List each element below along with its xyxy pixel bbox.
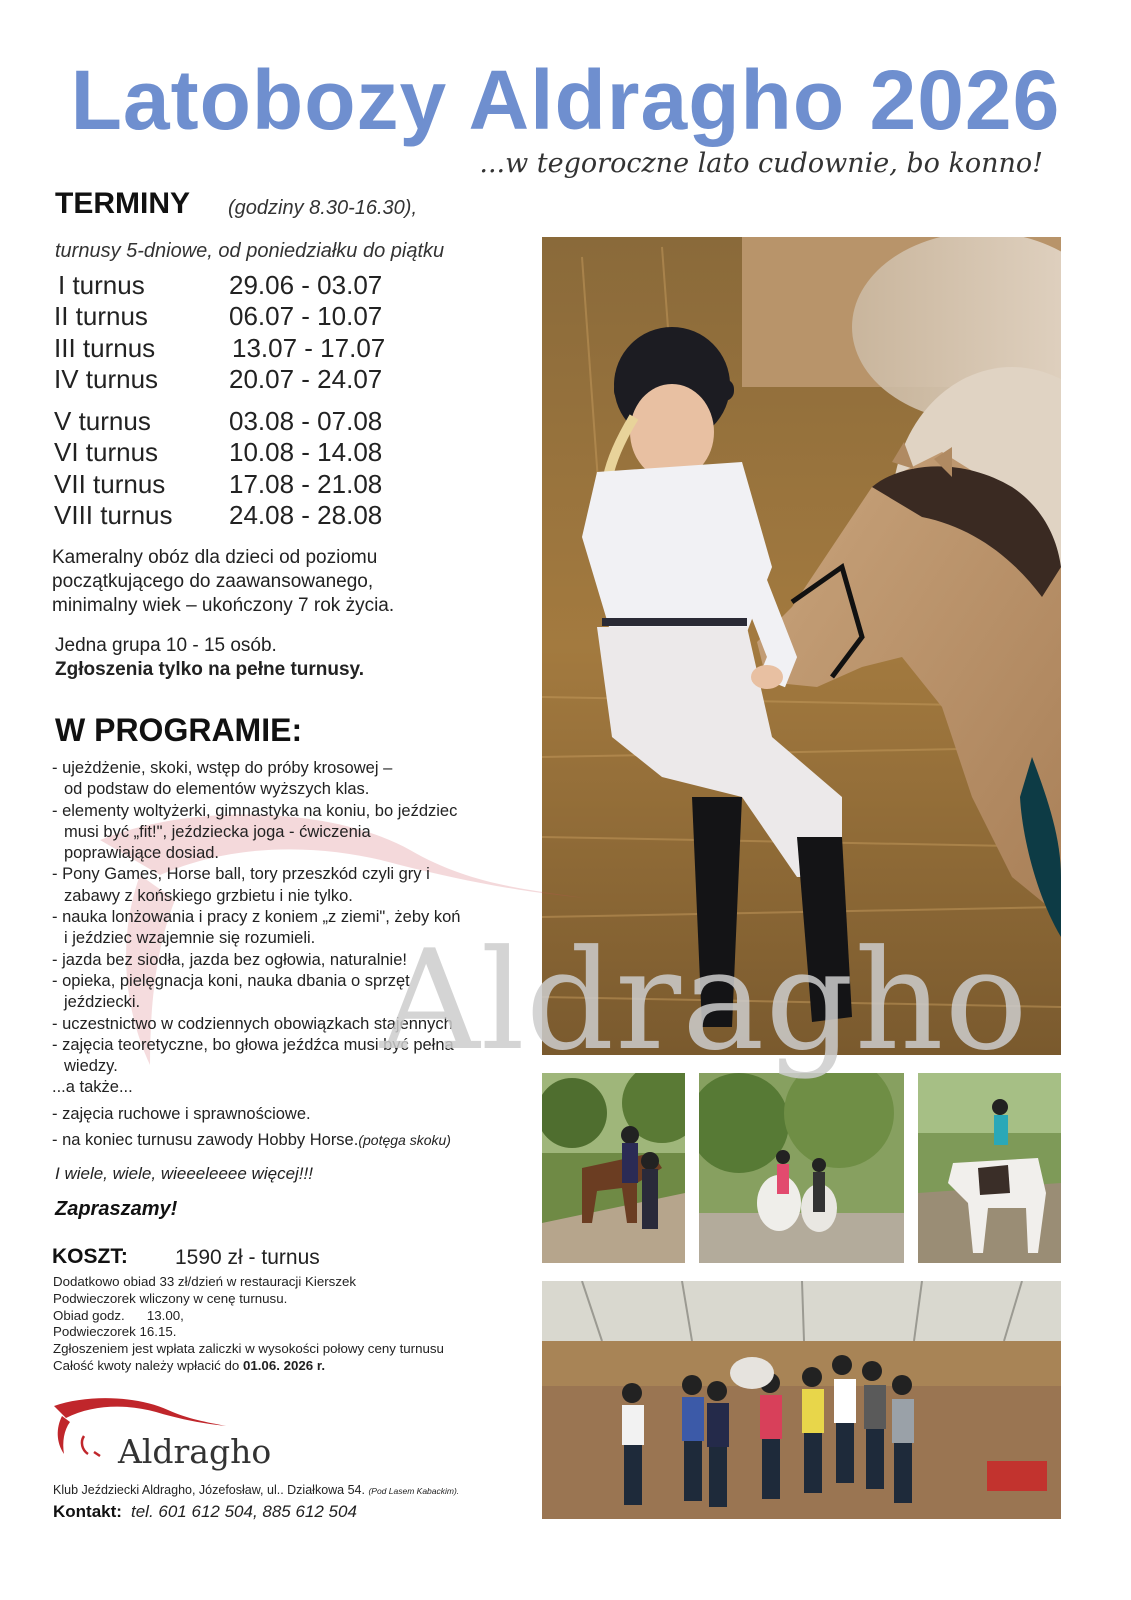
session-name: VII turnus — [54, 469, 166, 499]
program-line: - jazda bez siodła, jazda bez ogłowia, naturalnie! — [52, 950, 407, 969]
description-line: Kameralny obóz dla dzieci od poziomu — [52, 547, 378, 568]
camp-description — [52, 546, 492, 618]
session-dates: 03.08 - 07.08 — [229, 406, 383, 436]
program-line: od podstaw do elementów wyższych klas. — [64, 780, 370, 799]
contact-label: Kontakt: — [53, 1502, 122, 1521]
club-note: (Pod Lasem Kabackim). — [368, 1486, 460, 1496]
program-line: - elementy woltyżerki, gimnastyka na koniu, bo jeździec — [52, 801, 458, 820]
more-note: I wiele, wiele, wieeeleeee więcej!!! — [55, 1164, 313, 1183]
program-line: i jeździec wzajemnie się rozumieli. — [64, 929, 316, 948]
subtitle: ...w tegoroczne lato cudownie, bo konno! — [479, 148, 1043, 179]
program-line: - Pony Games, Horse ball, tory przeszkód czyli gry i — [52, 865, 430, 884]
program-line: - nauka lonżowania i pracy z koniem „z ziemi", żeby koń — [52, 908, 461, 927]
session-name: VIII turnus — [54, 500, 173, 530]
program-line: - zajęcia teoretyczne, bo głowa jeźdźca musi być pełna — [52, 1035, 454, 1054]
program-line: - uczestnictwo w codziennych obowiązkach stajennych — [52, 1014, 453, 1033]
terminy-hours: (godziny 8.30-16.30), — [228, 197, 418, 219]
club-address — [53, 1483, 459, 1497]
contact-phones: tel. 601 612 504, 885 612 504 — [131, 1502, 357, 1521]
deadline-date: 01.06. 2026 r. — [242, 1357, 326, 1373]
session-name: VI turnus — [54, 437, 159, 467]
session-dates: 10.08 - 14.08 — [229, 437, 383, 467]
terminy-note: turnusy 5-dniowe, od poniedziałku do piątku — [55, 240, 445, 262]
program-line: zabawy z końskiego grzbietu i nie tylko. — [64, 886, 353, 905]
program-last-note: (potęga skoku) — [358, 1132, 451, 1149]
session-dates: 24.08 - 28.08 — [229, 500, 383, 530]
program-line: jeździecki. — [64, 993, 141, 1012]
program-line: wiedzy. — [64, 1057, 118, 1076]
photo-child-on-pinto-pony — [918, 1073, 1061, 1263]
deadline-prefix: Całość kwoty należy wpłacić do — [53, 1357, 243, 1373]
program-line: ...a także... — [52, 1078, 133, 1097]
session-name: III turnus — [54, 333, 156, 363]
page-title: Latobozy Aldragho 2026 — [70, 53, 1061, 147]
program-line: poprawiające dosiad. — [64, 844, 220, 863]
cost-value: 1590 zł - turnus — [175, 1246, 320, 1269]
program-line: - zajęcia ruchowe i sprawnościowe. — [52, 1104, 311, 1123]
session-name: I turnus — [58, 270, 145, 300]
description-line: minimalny wiek – ukończony 7 rok życia. — [52, 595, 395, 616]
cost-line: Dodatkowo obiad 33 zł/dzień w restauracji Kierszek — [53, 1274, 357, 1289]
watermark-text: Aldragho — [380, 920, 1029, 1081]
cost-line: Obiad godz. 13.00, — [53, 1307, 184, 1323]
photo-kids-on-pony — [542, 1073, 685, 1263]
session-dates: 29.06 - 03.07 — [229, 270, 383, 300]
cost-line: Podwieczorek 16.15. — [53, 1324, 177, 1340]
photo-kids-with-white-ponies — [699, 1073, 904, 1263]
session-name: V turnus — [54, 406, 151, 436]
session-name: II turnus — [54, 301, 148, 331]
cost-label: KOSZT: — [52, 1245, 128, 1268]
cost-line-deadline — [53, 1358, 444, 1375]
program-line: - na koniec turnusu zawody Hobby Horse. — [52, 1131, 359, 1150]
terminy-heading: TERMINY — [55, 187, 190, 220]
session-dates: 06.07 - 10.07 — [229, 301, 383, 331]
program-line: - opieka, pielęgnacja koni, nauka dbania o sprzęt — [52, 971, 410, 990]
session-dates: 20.07 - 24.07 — [229, 364, 383, 394]
cost-details — [53, 1274, 444, 1375]
cost-line: Podwieczorek wliczony w cenę turnusu. — [53, 1290, 288, 1306]
signup-note: Zgłoszenia tylko na pełne turnusy. — [55, 659, 364, 680]
club-text: Klub Jeździecki Aldragho, Józefosław, ul.. Działkowa 54. — [53, 1483, 369, 1497]
program-line: - ujeżdżenie, skoki, wstęp do próby krosowej – — [52, 759, 393, 777]
program-heading: W PROGRAMIE: — [55, 712, 303, 748]
group-size: Jedna grupa 10 - 15 osób. — [55, 635, 277, 656]
program-line-last — [52, 1130, 522, 1151]
session-name: IV turnus — [54, 364, 159, 394]
invite: Zapraszamy! — [55, 1198, 178, 1220]
program-line: musi być „fit!", jeździecka joga - ćwiczenia — [64, 822, 371, 841]
group-info — [55, 634, 364, 682]
cost-line: Zgłoszeniem jest wpłata zaliczki w wysokości połowy ceny turnusu — [53, 1341, 444, 1357]
session-dates: 13.07 - 17.07 — [232, 333, 386, 363]
logo-text: Aldragho — [118, 1432, 272, 1471]
session-dates: 17.08 - 21.08 — [229, 469, 383, 499]
description-line: początkującego do zaawansowanego, — [52, 571, 374, 592]
photo-group-in-arena — [542, 1281, 1061, 1519]
